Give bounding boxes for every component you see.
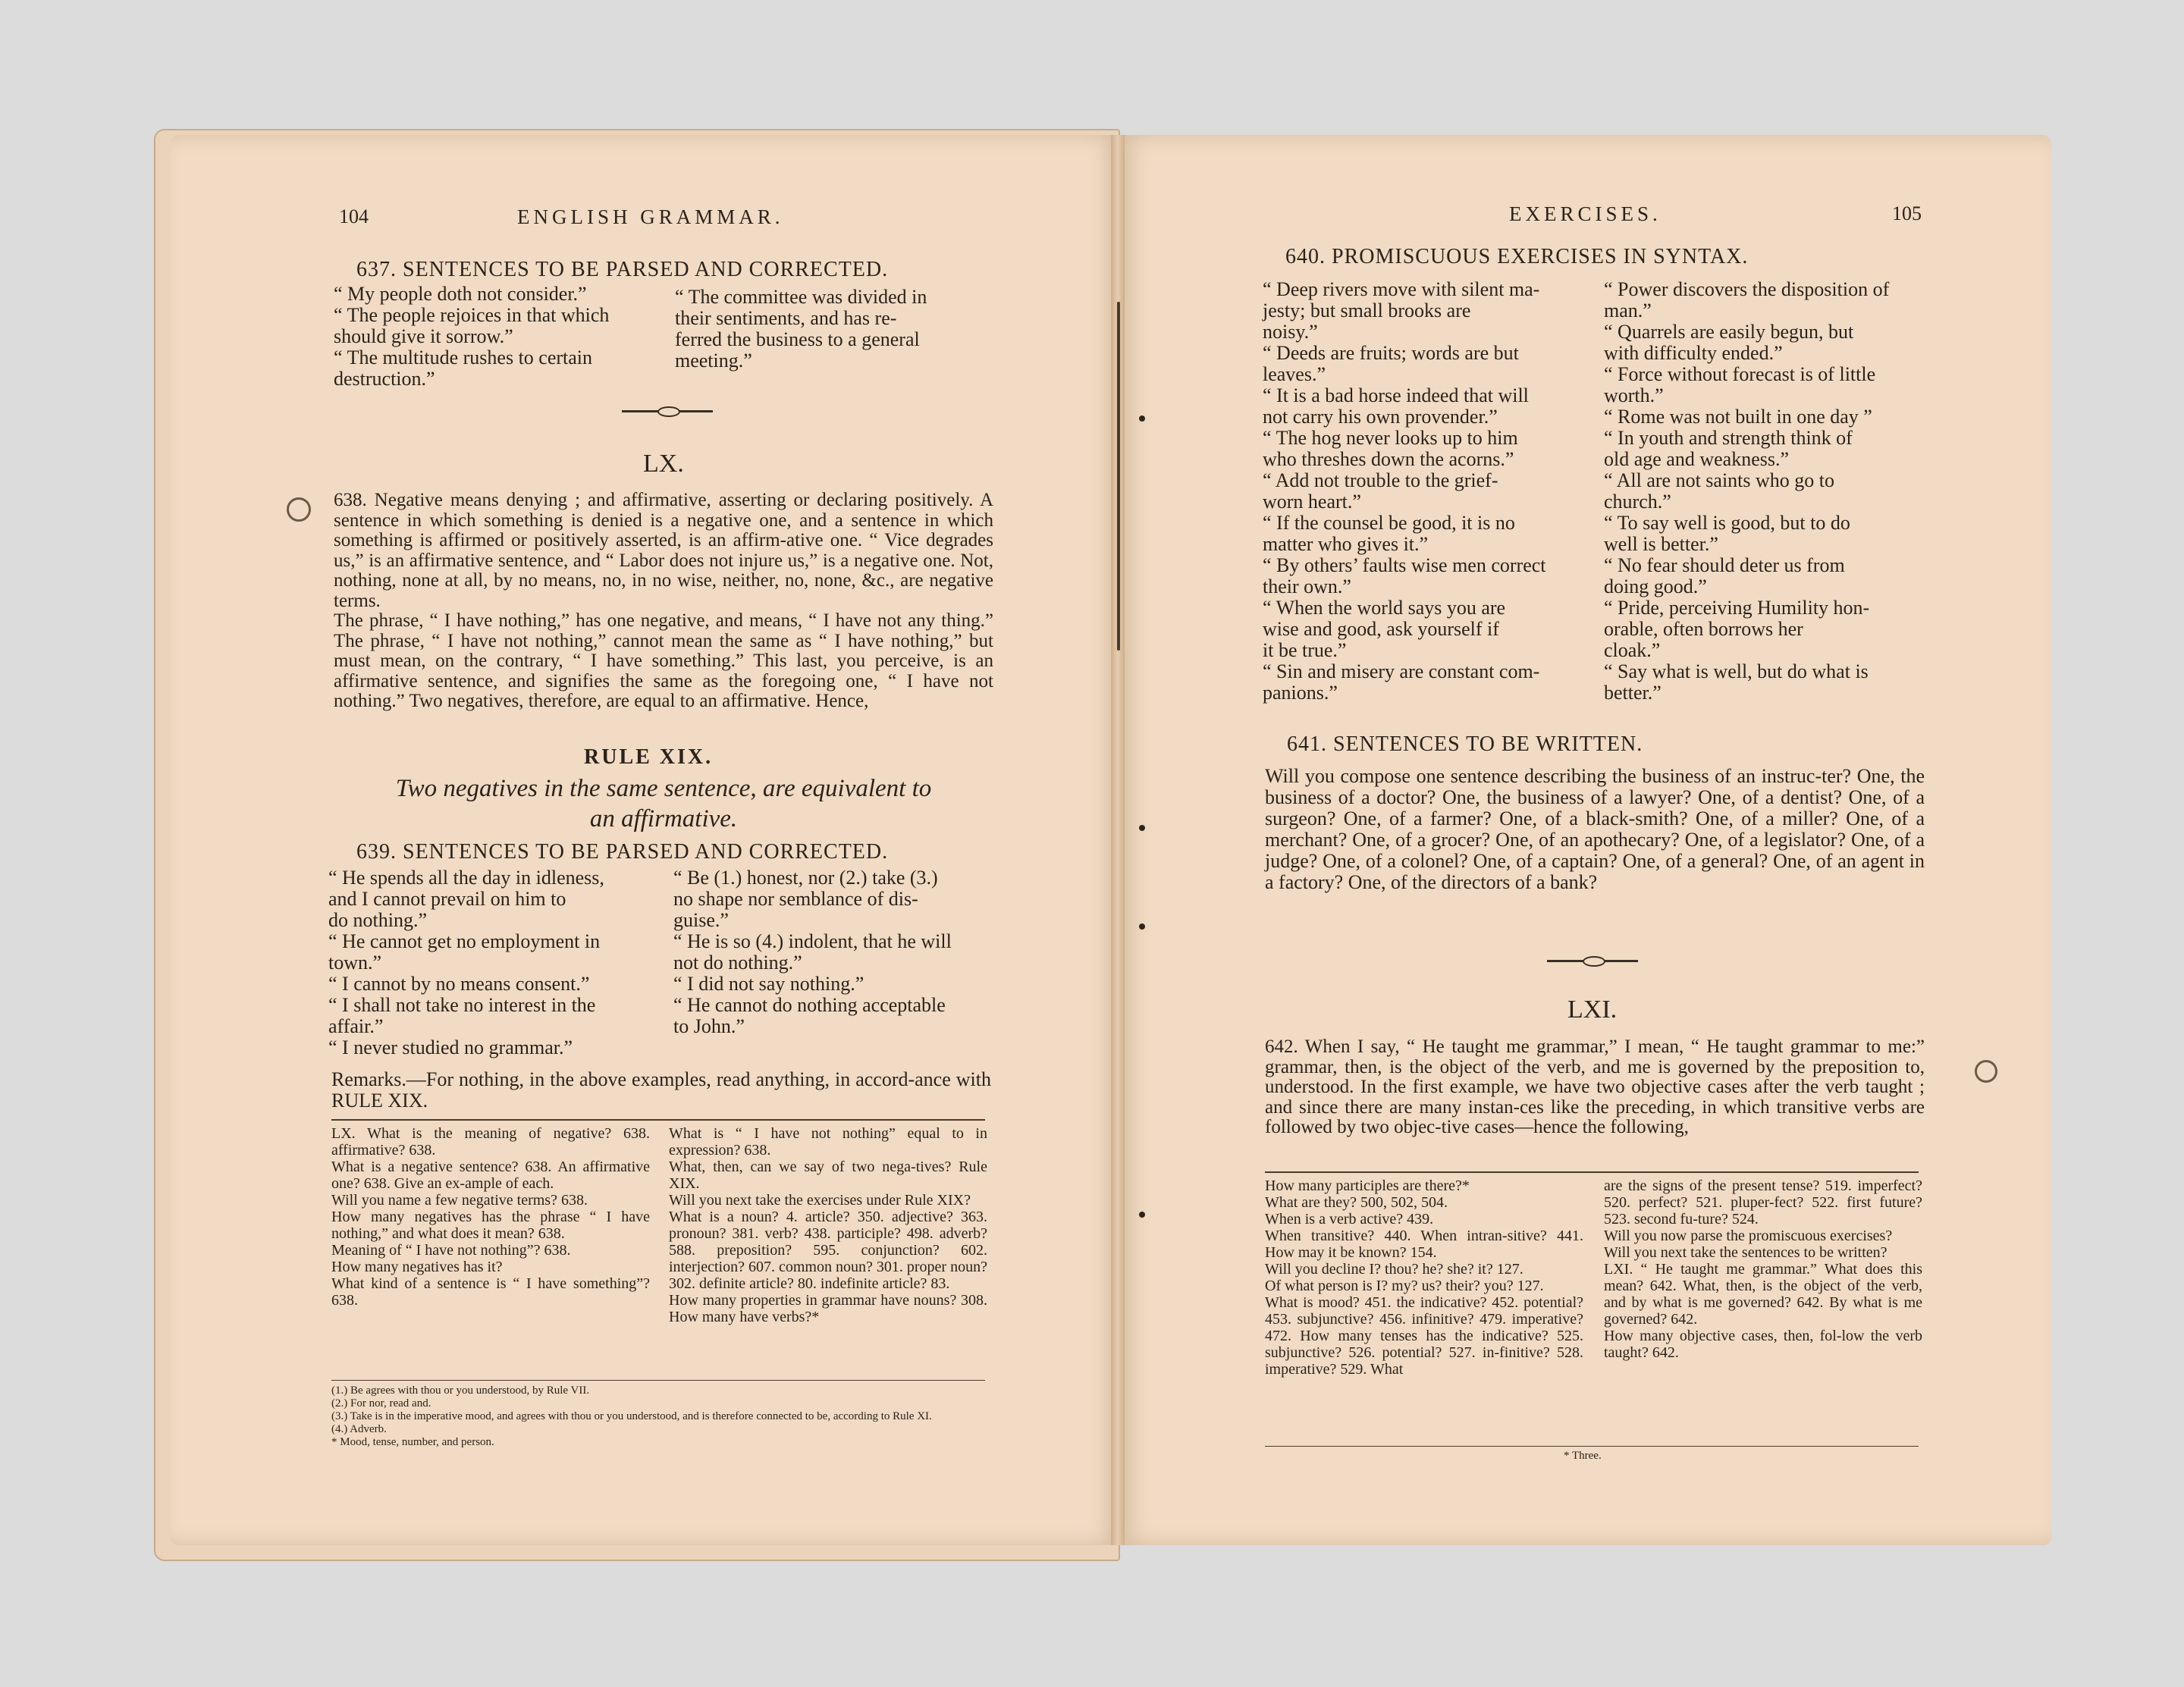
stain-mark <box>287 497 311 522</box>
section-639-column-1: “ He spends all the day in idleness, and I cannot prevail on him to do nothing.” “ He cannot get no employment in town.” “ I cannot by no means consent.” “ I shall not take no interest in the affair.” “ I never studied no grammar.” <box>328 867 604 1058</box>
binding-thread <box>1117 302 1120 651</box>
section-640-column-2: “ Power discovers the disposition of man.” “ Quarrels are easily begun, but with difficulty ended.” “ Force without forecast is of little worth.” “ Rome was not built in one day ” “ In youth and strength think of old age and weakness.” “ All are not saints who go to church.” “ To say well is good, but to do well is better.” “ No fear should deter us from doing good.” “ Pride, perceiving Humility hon- orable, often borrows her cloak.” “ Say what is well, but do what is better.” <box>1604 278 1890 704</box>
binding-hole <box>1139 1212 1145 1218</box>
paragraph-638: 638. Negative means denying ; and affirmative, asserting or declaring positively. A sentence in which something is denied is a negative one, and a sentence in which something is affirmed or positively asserted, is an affirm-ative one. “ Vice degrades us,” is an affirmative sentence, and “ Labor does not injure us,” is a negative one. Not, nothing, none at all, by no means, no, in no wise, neither, no, none, &c., are negative terms. The phrase, “ I have nothing,” has one negative, and means, “ I have not any thing.” The phrase, “ I have not nothing,” cannot mean the same as “ I have nothing,” but must mean, on the contrary, “ I have something.” This last, you perceive, is an affirmative sentence, and signifies the same as the foregoing one, “ I have not nothing.” Two negatives, therefore, are equal to an affirmative. Hence, <box>334 490 993 711</box>
paragraph-642: 642. When I say, “ He taught me grammar,” I mean, “ He taught grammar to me:” grammar, then, is the object of the verb, and me is governed by the preposition to, understood. In the first example, we have two objective cases after the verb taught ; and since there are many instan-ces like the preceding, in which transitive verbs are followed by two objec-tive cases—hence the following, <box>1265 1036 1925 1137</box>
section-640-title: 640. PROMISCUOUS EXERCISES IN SYNTAX. <box>1285 245 1749 268</box>
lesson-lxi-heading: LXI. <box>1567 996 1618 1024</box>
binding-hole <box>1139 825 1145 831</box>
questions-column-2: What is “ I have not nothing” equal to in expression? 638. What, then, can we say of two nega-tives? Rule XIX. Will you next take the exercises under Rule XIX? What is a noun? 4. article? 350. adjective? 363. pronoun? 381. verb? 438. participle? 498. adverb? 588. preposition? 595. conjunction? 602. interjection? 607. common noun? 301. proper noun? 302. definite article? 80. indefinite article? 83. How many properties in grammar have nouns? 308. How many have verbs?* <box>669 1125 987 1325</box>
section-640-column-1: “ Deep rivers move with silent ma- jesty; but small brooks are noisy.” “ Deeds are fruits; words are but leaves.” “ It is a bad horse indeed that will not carry his own provender.” “ The hog never looks up to him who threshes down the acorns.” “ Add not trouble to the grief- worn heart.” “ If the counsel be good, it is no matter who gives it.” “ By others’ faults wise men correct their own.” “ When the world says you are wise and good, ask yourself if it be true.” “ Sin and misery are constant com- panions.” <box>1263 278 1546 704</box>
divider-rule <box>1265 1171 1919 1173</box>
left-running-header: ENGLISH GRAMMAR. <box>517 205 784 228</box>
divider-rule <box>331 1119 985 1121</box>
rule-xix-title: RULE XIX. <box>584 745 714 769</box>
section-637-column-1: “ My people doth not consider.” “ The people rejoices in that which should give it sorrow.” “ The multitude rushes to certain destruction.” <box>334 283 610 390</box>
left-footnotes: (1.) Be agrees with thou or you understood, by Rule VII. (2.) For nor, read and. (3.) Take is in the imperative mood, and agrees with thou or you understood, and is therefore connected to be, according to Rule XI. (4.) Adverb. * Mood, tense, number, and person. <box>331 1384 932 1448</box>
right-questions-column-2: are the signs of the present tense? 519. imperfect? 520. perfect? 521. pluper-fect? 522. first future? 523. second fu-ture? 524. Will you now parse the promiscuous exercises? Will you next take the sentences to be written? LXI. “ He taught me grammar.” What does this mean? 642. What, then, is the object of the verb, and by what is me governed? 642. By what is me governed? 642. How many objective cases, then, fol-low the verb taught? 642. <box>1604 1177 1922 1361</box>
right-questions-column-1: How many participles are there?* What are they? 500, 502, 504. When is a verb active? 439. When transitive? 440. When intran-sitive? 441. How may it be known? 154. Will you decline I? thou? he? she? it? 127. Of what person is I? my? us? their? you? 127. What is mood? 451. the indicative? 452. potential? 453. subjunctive? 456. infinitive? 479. imperative? 472. How many tenses has the indicative? 525. subjunctive? 526. potential? 527. in-finitive? 528. imperative? 529. What <box>1265 1177 1583 1378</box>
footnote-rule <box>1265 1446 1919 1447</box>
ornament-divider <box>1547 960 1638 962</box>
stain-mark <box>1975 1060 1997 1083</box>
section-637-title: 637. SENTENCES TO BE PARSED AND CORRECTED. <box>356 258 889 281</box>
rule-xix-text: Two negatives in the same sentence, are equivalent to an affirmative. <box>395 775 932 833</box>
right-running-header: EXERCISES. <box>1509 202 1662 225</box>
binding-hole <box>1139 415 1145 422</box>
section-641-title: 641. SENTENCES TO BE WRITTEN. <box>1287 732 1643 756</box>
section-639-title: 639. SENTENCES TO BE PARSED AND CORRECTED. <box>356 840 889 864</box>
ornament-divider <box>622 410 713 412</box>
remarks: Remarks.—For nothing, in the above examples, read anything, in accord-ance with RULE XIX. <box>331 1068 991 1112</box>
section-639-column-2: “ Be (1.) honest, nor (2.) take (3.) no shape nor semblance of dis- guise.” “ He is so (4.) indolent, that he will not do nothing.” “ I did not say nothing.” “ He cannot do nothing acceptable to John.” <box>673 867 952 1037</box>
section-637-column-2: “ The committee was divided in their sentiments, and has re- ferred the business to a general meeting.” <box>675 286 927 372</box>
questions-column-1: LX. What is the meaning of negative? 638. affirmative? 638. What is a negative sentence? 638. An affirmative one? 638. Give an ex-ample of each. Will you name a few negative terms? 638. How many negatives has the phrase “ I have nothing,” and what does it mean? 638. Meaning of “ I have not nothing”? 638. How many negatives has it? What kind of a sentence is “ I have something”? 638. <box>331 1125 650 1309</box>
left-page-number: 104 <box>339 205 369 227</box>
right-footnote: * Three. <box>1564 1450 1602 1462</box>
right-page-number: 105 <box>1892 202 1922 224</box>
binding-hole <box>1139 923 1145 930</box>
lesson-lx-heading: LX. <box>643 450 684 478</box>
paragraph-641: Will you compose one sentence describing the business of an instruc-ter? One, the business of a doctor? One, the business of a lawyer? One, of a dentist? One, of a surgeon? One, of a farmer? One, of a black-smith? One, of a miller? One, of a merchant? One, of a grocer? One, of an apothecary? One, of a legislator? One, of a judge? One, of a colonel? One, of a captain? One, of a general? One, of an agent in a factory? One, of the directors of a bank? <box>1265 765 1925 893</box>
footnote-rule <box>331 1380 985 1381</box>
